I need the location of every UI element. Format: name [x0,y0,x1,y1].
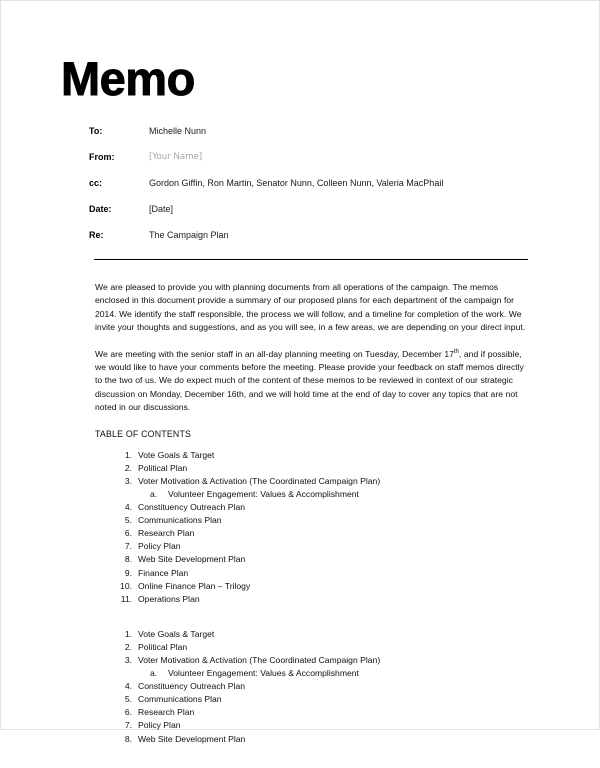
memo-field-label: To: [89,126,103,136]
paragraph-2-text-end: , and if possible, we would like to have your comments before the meeting. Please provide your feedback on staff memos directly to the two of us. We do expect much of the content of these memos to be reviewed in context of our strategic discussion on Monday, December 16th, and we will hold time at the end of day to cover any topics that are not noted in our discussions. [95,348,524,413]
toc-item[interactable] [95,733,531,746]
page-title: Memo [61,52,195,105]
toc-item-number: 8. [124,554,132,565]
toc-sub-item[interactable] [95,488,531,501]
toc-item-number: 1. [124,628,132,639]
toc-item-label: Policy Plan [138,541,181,552]
toc-item-number: 1. [124,449,132,460]
toc-item-number: 11. [120,593,132,604]
memo-sheet [1,1,599,744]
toc-item-label: Communications Plan [138,694,222,705]
toc-item-label: Constituency Outreach Plan [138,502,246,513]
toc-item[interactable] [95,641,531,654]
toc-item-label: Research Plan [138,707,195,718]
toc-item[interactable] [95,706,531,719]
toc-sub-item-marker: a. [150,488,158,499]
toc-sub-item[interactable] [95,667,531,680]
table-of-contents-heading: TABLE OF CONTENTS [95,428,192,439]
toc-item[interactable] [95,553,531,566]
toc-item-label: Web Site Development Plan [138,554,246,565]
toc-item-number: 9. [124,567,132,578]
toc-item-number: 10. [120,580,132,591]
toc-item-number: 7. [124,541,132,552]
memo-field-row [89,229,529,255]
toc-item[interactable] [95,514,531,527]
toc-item-label: Policy Plan [138,720,181,731]
toc-item-label: Voter Motivation & Activation (The Coordinated Campaign Plan) [138,654,381,665]
toc-item[interactable] [95,449,531,462]
toc-item-label: Web Site Development Plan [138,733,246,744]
toc-item-number: 3. [124,475,132,486]
toc-item[interactable] [95,462,531,475]
memo-field-row [89,151,529,177]
toc-item-label: Political Plan [138,641,188,652]
toc-item[interactable] [95,593,531,606]
paragraph-2-text-start: We are meeting with the senior staff in an all-day planning meeting on Tuesday, December 17 [95,348,454,359]
memo-field-value[interactable]: [Your Name] [149,152,203,162]
toc-item[interactable] [95,680,531,693]
toc-item-label: Vote Goals & Target [138,628,215,639]
body-paragraph-1: We are pleased to provide you with planning documents from all operations of the campaign. The memos enclosed in this document provide a summary of our proposed plans for each department of the campaign for 2014. We identify the staff responsible, the process we will follow, and a timeline for completion of the work. We invite your thoughts and suggestions, and as you will see, in a few areas, we are depending on your direct input. [95,282,526,333]
toc-item[interactable] [95,475,531,488]
toc-item-number: 2. [124,641,132,652]
header-divider [94,259,528,260]
memo-field-label: cc: [89,178,103,188]
memo-field-row [89,177,529,203]
toc-item-label: Vote Goals & Target [138,449,215,460]
toc-item-label: Online Finance Plan – Trilogy [138,580,251,591]
toc-item-label: Operations Plan [138,593,200,604]
toc-item-number: 4. [124,502,132,513]
toc-item[interactable] [95,527,531,540]
toc-sub-item-label: Volunteer Engagement: Values & Accomplishment [168,488,359,499]
memo-field-value[interactable]: Gordon Giffin, Ron Martin, Senator Nunn, Colleen Nunn, Valeria MacPhail [149,178,444,188]
toc-item-number: 4. [124,681,132,692]
toc-item-label: Communications Plan [138,515,222,526]
toc-item-number: 7. [124,720,132,731]
toc-item-label: Research Plan [138,528,195,539]
memo-field-row [89,125,529,151]
table-of-contents-list-one [95,449,531,606]
toc-item-number: 5. [124,515,132,526]
toc-item-number: 8. [124,733,132,744]
memo-body [95,281,531,768]
toc-item[interactable] [95,567,531,580]
toc-item-number: 5. [124,694,132,705]
toc-item-number: 3. [124,654,132,665]
toc-sub-item-marker: a. [150,668,158,679]
memo-field-label: Date: [89,204,112,214]
toc-item[interactable] [95,580,531,593]
toc-item-label: Voter Motivation & Activation (The Coordinated Campaign Plan) [138,475,381,486]
toc-item-label: Finance Plan [138,567,189,578]
toc-item[interactable] [95,693,531,706]
toc-item[interactable] [95,540,531,553]
toc-item-label: Constituency Outreach Plan [138,681,246,692]
toc-sub-item-label: Volunteer Engagement: Values & Accomplishment [168,668,359,679]
toc-item-label: Political Plan [138,462,188,473]
memo-field-value[interactable]: [Date] [149,204,174,214]
toc-item-number: 6. [124,528,132,539]
toc-item[interactable] [95,628,531,641]
memo-header-fields [89,125,529,255]
toc-item-number: 2. [124,462,132,473]
memo-field-label: Re: [89,230,104,240]
table-of-contents-list-two [95,628,531,746]
memo-field-value[interactable]: The Campaign Plan [149,230,229,240]
toc-item[interactable] [95,501,531,514]
ordinal-superscript: th [453,348,459,355]
memo-field-label: From: [89,152,115,162]
toc-item[interactable] [95,719,531,732]
toc-item[interactable] [95,654,531,667]
memo-field-row [89,203,529,229]
toc-item-number: 6. [124,707,132,718]
memo-field-value[interactable]: Michelle Nunn [149,126,207,136]
body-paragraph-2 [95,348,531,415]
